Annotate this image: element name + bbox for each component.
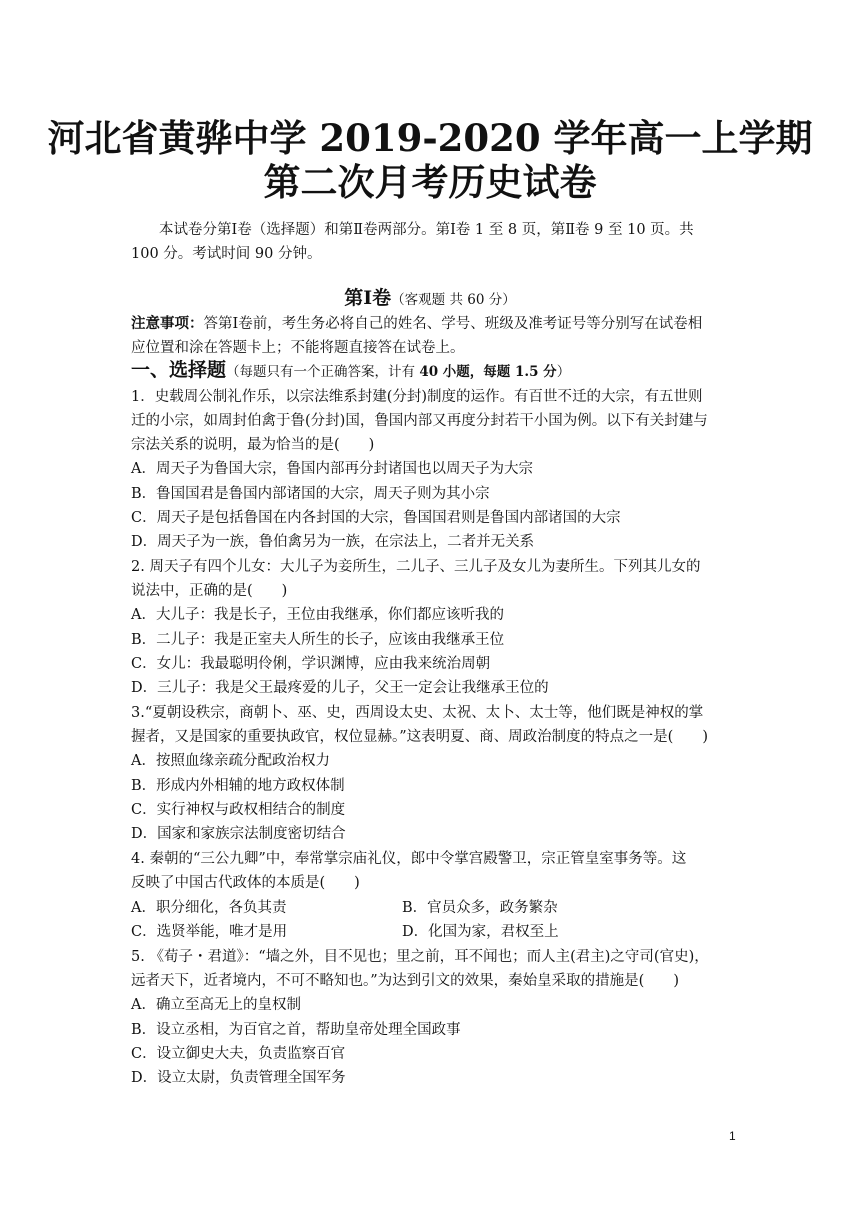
section-subtitle: （客观题 共 60 分）: [391, 292, 516, 308]
q1-stem-line1: 1．史载周公制礼作乐，以宗法维系封建(分封)制度的运作。有百世不迁的大宗，有五世则: [131, 389, 703, 405]
q1-option-b: B．鲁国国君是鲁国内部诸国的大宗，周天子则为其小宗: [131, 486, 490, 502]
q3-stem-line1: 3.“夏朝设秩宗，商朝卜、巫、史，西周设太史、太祝、太卜、太士等，他们既是神权的掌: [131, 705, 704, 721]
q1-stem-line3: 宗法关系的说明，最为恰当的是( ): [131, 437, 375, 453]
q3-option-a: A．按照血缘亲疏分配政治权力: [131, 753, 330, 769]
q2-option-c: C．女儿：我最聪明伶俐，学识渊博，应由我来统治周朝: [131, 656, 491, 672]
q4-option-c: C．选贤举能，唯才是用: [131, 924, 288, 940]
q3-stem-line2: 握者，又是国家的重要执政官，权位显赫。”这表明夏、商、周政治制度的特点之一是( ): [131, 729, 708, 745]
q5-stem-line1: 5. 《荀子・君道》：“墙之外，目不见也；里之前，耳不闻也；而人主(君主)之守司(官史)，: [131, 949, 709, 965]
part1-sub-b: 40 小题，每题 1.5 分: [419, 364, 557, 380]
part1-sub-a: （每题只有一个正确答案，计有: [226, 364, 420, 380]
q2-option-a: A．大儿子：我是长子，王位由我继承，你们都应该听我的: [131, 607, 504, 623]
part1-sub-c: ）: [556, 364, 571, 380]
q2-stem-line2: 说法中，正确的是( ): [131, 583, 288, 599]
q3-option-c: C．实行神权与政权相结合的制度: [131, 802, 346, 818]
notice-line1: [131, 314, 702, 334]
q4-stem-line1: 4. 秦朝的“三公九卿”中，奉常掌宗庙礼仪，郎中令掌宫殿警卫，宗正管皇室事务等。这: [131, 851, 687, 867]
q4-option-b: B．官员众多，政务繁杂: [402, 900, 558, 916]
q4-stem-line2: 反映了中国古代政体的本质是( ): [131, 875, 360, 891]
part1-heading: [131, 360, 570, 382]
q2-option-d: D．三儿子：我是父王最疼爱的儿子，父王一定会让我继承王位的: [131, 680, 549, 696]
q3-option-b: B．形成内外相辅的地方政权体制: [131, 778, 345, 794]
part1-title: 一、选择题: [131, 359, 227, 381]
exam-title-line2: 第二次月考历史试卷: [263, 160, 597, 204]
section-title: 第Ⅰ卷: [344, 287, 392, 309]
intro-line2: 100 分。考试时间 90 分钟。: [131, 246, 322, 262]
intro-line1: 本试卷分第Ⅰ卷（选择题）和第Ⅱ卷两部分。第Ⅰ卷 1 至 8 页，第Ⅱ卷 9 至 10 页。共: [159, 222, 694, 238]
exam-title-line1: 河北省黄骅中学 2019-2020 学年高一上学期: [47, 116, 813, 160]
q1-option-a: A．周天子为鲁国大宗，鲁国内部再分封诸国也以周天子为大宗: [131, 461, 533, 477]
q1-option-d: D．周天子为一族，鲁伯禽另为一族，在宗法上，二者并无关系: [131, 534, 535, 550]
notice-line2: 应位置和涂在答题卡上；不能将题直接答在试卷上。: [131, 340, 465, 356]
q3-option-d: D．国家和家族宗法制度密切结合: [131, 826, 346, 842]
q5-option-a: A．确立至高无上的皇权制: [131, 997, 301, 1013]
q5-option-b: B．设立丞相，为百官之首，帮助皇帝处理全国政事: [131, 1022, 461, 1038]
q2-option-b: B．二儿子：我是正室夫人所生的长子，应该由我继承王位: [131, 632, 505, 648]
q1-stem-line2: 迁的小宗，如周封伯禽于鲁(分封)国，鲁国内部又再度分封若干小国为例。以下有关封建与: [131, 413, 708, 429]
q4-option-d: D．化国为家，君权至上: [402, 924, 559, 940]
q5-stem-line2: 远者天下，近者境内，不可不略知也。”为达到引文的效果，秦始皇采取的措施是( ): [131, 973, 679, 989]
q4-option-a: A．职分细化，各负其责: [131, 900, 287, 916]
section-heading: [0, 283, 860, 310]
notice-text1: 答第Ⅰ卷前，考生务必将自己的姓名、学号、班级及准考证号等分别写在试卷相: [203, 316, 703, 332]
page-number: 1: [729, 1129, 736, 1143]
q5-option-d: D．设立太尉，负责管理全国军务: [131, 1070, 346, 1086]
q5-option-c: C．设立御史大夫，负责监察百官: [131, 1046, 346, 1062]
q2-stem-line1: 2. 周天子有四个儿女：大儿子为妾所生，二儿子、三儿子及女儿为妻所生。下列其儿女的: [131, 559, 701, 575]
q1-option-c: C．周天子是包括鲁国在内各封国的大宗，鲁国国君则是鲁国内部诸国的大宗: [131, 510, 621, 526]
notice-label: 注意事项：: [131, 315, 204, 332]
